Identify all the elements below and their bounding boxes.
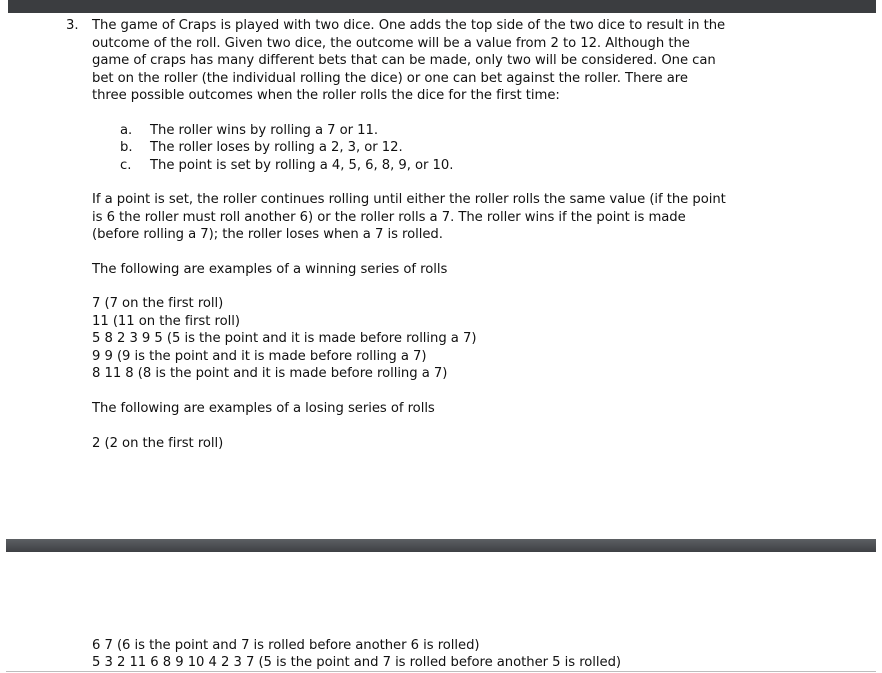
list-marker: a. <box>120 123 133 138</box>
example-line: 8 11 8 (8 is the point and it is made before rolling a 7) <box>92 366 448 381</box>
intro-line: game of craps has many different bets that can be made, only two will be considered. One can <box>92 53 716 68</box>
intro-line: The game of Craps is played with two dice. One adds the top side of the two dice to result in the <box>92 18 726 33</box>
list-item: The roller loses by rolling a 2, 3, or 12. <box>150 140 403 155</box>
example-line: 6 7 (6 is the point and 7 is rolled before another 6 is rolled) <box>92 638 480 653</box>
example-line: 2 (2 on the first roll) <box>92 436 224 451</box>
example-line: 9 9 (9 is the point and it is made before rolling a 7) <box>92 349 427 364</box>
question-number: 3. <box>66 18 79 33</box>
example-line: 7 (7 on the first roll) <box>92 296 224 311</box>
page-bottom-rule <box>6 671 876 672</box>
example-line: 5 8 2 3 9 5 (5 is the point and it is made before rolling a 7) <box>92 331 477 346</box>
example-line: 11 (11 on the first roll) <box>92 314 240 329</box>
list-marker: c. <box>120 158 132 173</box>
losing-examples-heading: The following are examples of a losing series of rolls <box>92 401 435 416</box>
rule-line: is 6 the roller must roll another 6) or the roller rolls a 7. The roller wins if the point is made <box>92 210 686 225</box>
list-marker: b. <box>120 140 133 155</box>
rule-line: (before rolling a 7); the roller loses when a 7 is rolled. <box>92 227 443 242</box>
list-item: The point is set by rolling a 4, 5, 6, 8, 9, or 10. <box>150 158 454 173</box>
page-top-edge <box>8 0 876 13</box>
rule-line: If a point is set, the roller continues rolling until either the roller rolls the same value (if the point <box>92 192 726 207</box>
intro-line: outcome of the roll. Given two dice, the outcome will be a value from 2 to 12. Although the <box>92 36 690 51</box>
list-item: The roller wins by rolling a 7 or 11. <box>150 123 378 138</box>
intro-line: bet on the roller (the individual rolling the dice) or one can bet against the roller. There are <box>92 71 688 86</box>
intro-line: three possible outcomes when the roller rolls the dice for the first time: <box>92 88 560 103</box>
winning-examples-heading: The following are examples of a winning series of rolls <box>92 262 448 277</box>
page-break <box>6 539 876 552</box>
example-line: 5 3 2 11 6 8 9 10 4 2 3 7 (5 is the point and 7 is rolled before another 5 is rolled) <box>92 655 622 670</box>
